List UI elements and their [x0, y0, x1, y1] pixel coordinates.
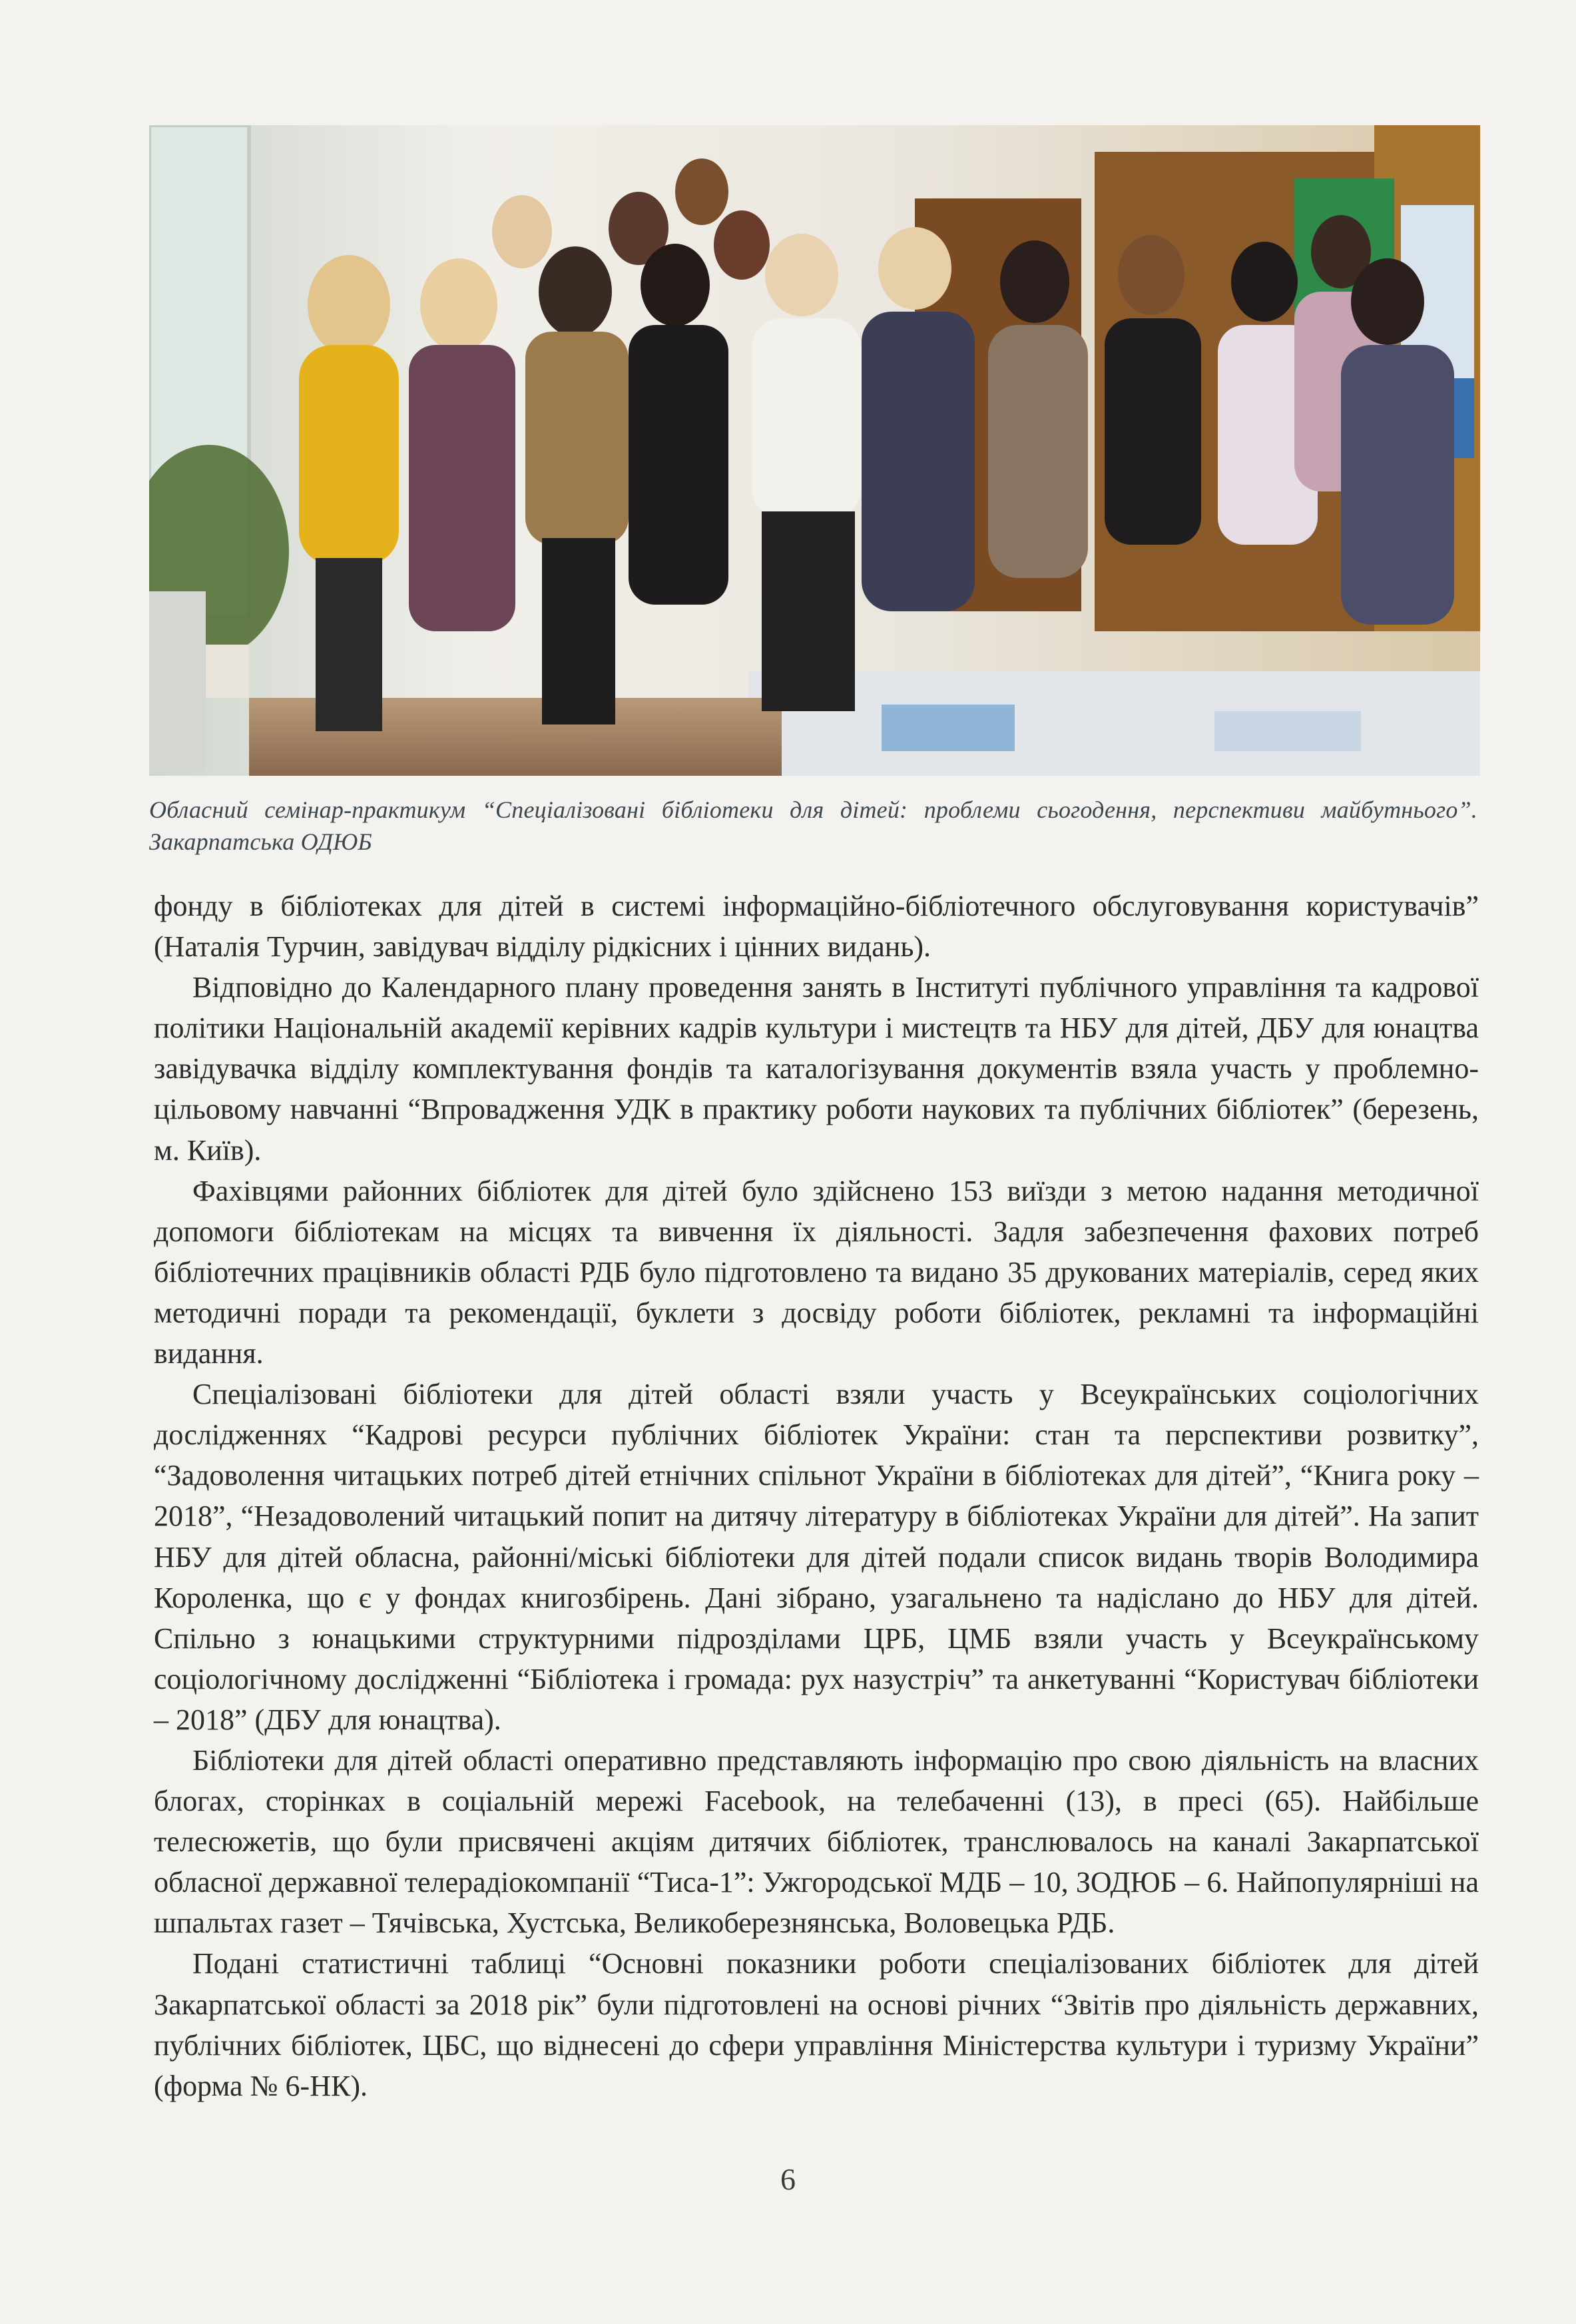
- paragraph: Спеціалізовані бібліотеки для дітей області взяли участь у Всеукраїнських соціологічних дослідженнях “Кадрові ресурси публічних бібліотек України: стан та перспективи розвитку”, “Задоволення читацьких потреб дітей етнічних спільнот України в бібліотеках для дітей”, “Книга року – 2018”, “Незадоволений читацький попит на дитячу літературу в бібліотеках України для дітей”. На запит НБУ для дітей обласна, районні/міські бібліотеки для дітей подали список видань творів Володимира Короленка, що є у фондах книгозбірень. Дані зібрано, узагальнено та надіслано до НБУ для дітей. Спільно з юнацькими структурними підрозділами ЦРБ, ЦМБ взяли участь у Всеукраїнському соціологічному дослідженні “Бібліотека і громада: рух назустріч” та анкетуванні “Користувач бібліотеки – 2018” (ДБУ для юнацтва).: [154, 1378, 1479, 1736]
- paragraph: фонду в бібліотеках для дітей в системі інформаційно-бібліотечного обслуговування користувачів” (Наталія Турчин, завідувач відділу рідкісних і цінних видань).: [154, 890, 1479, 964]
- group-photo-icon: [149, 125, 1480, 776]
- paragraph: Подані статистичні таблиці “Основні показники роботи спеціалізованих бібліотек для дітей Закарпатської області за 2018 рік” були підготовлені на основі річних “Звітів про діяльність державних, публічних бібліотек, ЦБС, що віднесені до сфери управління Міністерства культури і туризму України” (форма № 6-НК).: [154, 1947, 1479, 2102]
- photo-caption: Обласний семінар-практикум “Спеціалізовані бібліотеки для дітей: проблеми сьогодення, перспективи майбутнього”. Закарпатська ОДЮБ: [149, 796, 1477, 855]
- page-number: 6: [780, 2162, 796, 2196]
- paragraph: Фахівцями районних бібліотек для дітей було здійснено 153 виїзди з метою надання методичної допомоги бібліотекам на місцях та вивчення їх діяльності. Задля забезпечення фахових потреб бібліотечних працівників області РДБ було підготовлено та видано 35 друкованих матеріалів, серед яких методичні поради та рекомендації, буклети з досвіду роботи бібліотек, рекламні та інформаційні видання.: [154, 1174, 1479, 1370]
- body-text: [154, 886, 1479, 2106]
- paragraph: Відповідно до Календарного плану проведення занять в Інституті публічного управління та кадрової політики Національній академії керівних кадрів культури і мистецтв та НБУ для дітей, ДБУ для юнацтва завідувачка відділу комплектування фондів та каталогізування документів взяла участь у проблемно-цільовому навчанні “Впровадження УДК в практику роботи наукових та публічних бібліотек” (березень, м. Київ).: [154, 971, 1479, 1167]
- paragraph: Бібліотеки для дітей області оперативно представляють інформацію про свою діяльність на власних блогах, сторінках в соціальній мережі Facebook, на телебаченні (13), в пресі (65). Найбільше телесюжетів, що були присвячені акціям дитячих бібліотек, транслювалось на каналі Закарпатської обласної державної телерадіокомпанії “Тиса-1”: Ужгородської МДБ – 10, ЗОДЮБ – 6. Найпопулярніші на шпальтах газет – Тячівська, Хустська, Великоберезнянська, Воловецька РДБ.: [154, 1743, 1479, 1940]
- group-photo: [149, 125, 1480, 776]
